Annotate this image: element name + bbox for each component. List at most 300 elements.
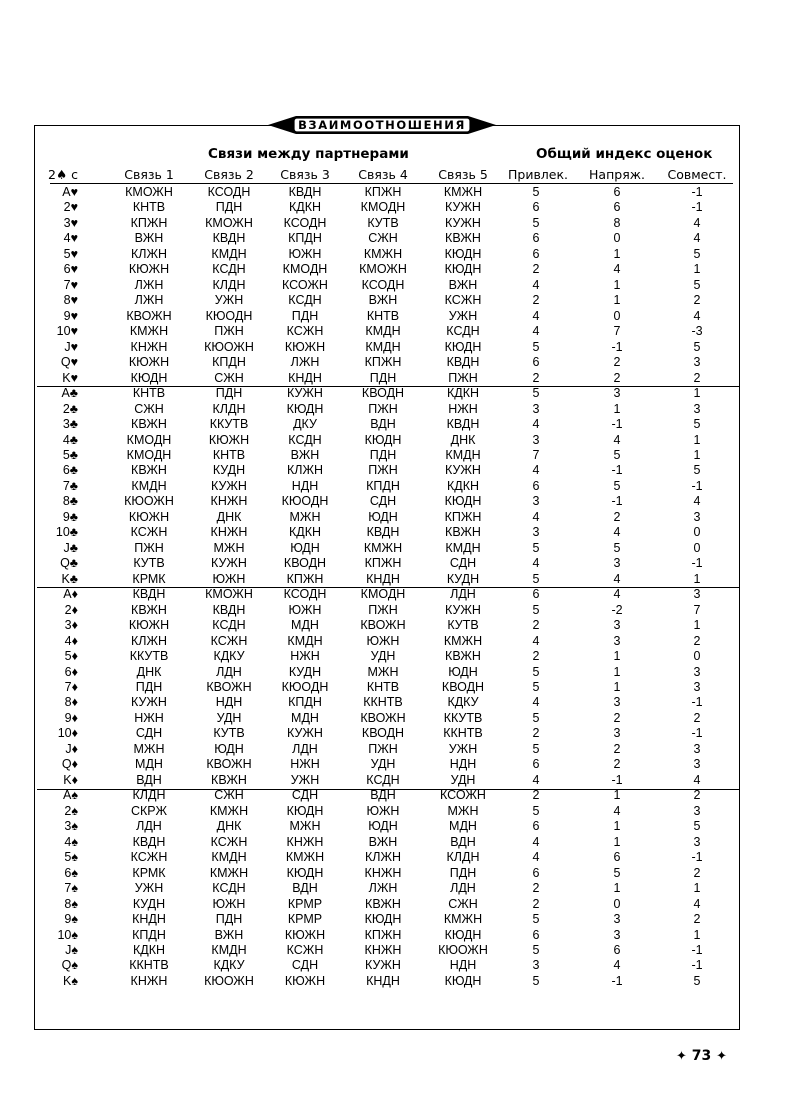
tension-cell: 4: [613, 958, 621, 973]
compatibility-cell: 3: [693, 664, 701, 679]
link-1-cell: ПЖН: [134, 540, 164, 555]
link-1-cell: КВОЖН: [126, 308, 172, 323]
link-1-cell: НЖН: [134, 710, 164, 725]
link-1-cell: СКРЖ: [130, 803, 168, 818]
link-3-cell: КЛЖН: [286, 463, 324, 478]
tension-cell: 6: [613, 200, 621, 215]
attraction-cell: 4: [532, 417, 540, 432]
table-row: [0, 278, 800, 293]
tension-cell: 2: [613, 509, 621, 524]
tension-cell: 1: [613, 881, 621, 896]
link-3-cell: КПДН: [288, 695, 322, 710]
link-2-cell: ВЖН: [214, 927, 244, 942]
table-row: [0, 293, 800, 308]
card-cell: 2♠: [64, 803, 78, 818]
tension-cell: 1: [613, 649, 621, 664]
card-cell: 2♥: [63, 200, 78, 215]
link-3-cell: СДН: [291, 788, 319, 803]
link-5-cell: КУТВ: [447, 618, 479, 633]
link-1-cell: КМОДН: [126, 447, 172, 462]
link-2-cell: КСДН: [212, 262, 246, 277]
link-3-cell: КЮДН: [286, 865, 324, 880]
card-cell: 3♦: [64, 618, 78, 633]
link-5-cell: УЖН: [448, 308, 478, 323]
link-1-cell: КПДН: [132, 927, 166, 942]
link-2-cell: КУТВ: [213, 726, 245, 741]
table-row: [0, 463, 800, 478]
card-cell: 7♥: [63, 277, 78, 292]
link-4-cell: КПЖН: [364, 185, 402, 199]
tension-cell: 4: [613, 571, 621, 586]
attraction-cell: 4: [532, 324, 540, 339]
link-1-cell: КРМК: [132, 571, 166, 586]
compatibility-cell: -1: [691, 958, 703, 973]
table-row: [0, 819, 800, 834]
attraction-cell: 4: [532, 308, 540, 323]
link-2-cell: ККУТВ: [209, 417, 249, 432]
link-5-cell: КВДН: [446, 355, 480, 370]
card-cell: 7♦: [64, 680, 78, 694]
link-3-cell: КСОДН: [283, 587, 327, 602]
table-row: [0, 773, 800, 788]
compatibility-cell: -1: [691, 200, 703, 215]
link-3-cell: ЮДН: [290, 540, 320, 555]
link-1-cell: КУЖН: [131, 695, 167, 710]
attraction-cell: 4: [532, 695, 540, 710]
compatibility-cell: 1: [693, 618, 701, 633]
link-5-cell: НДН: [449, 757, 477, 772]
tension-cell: 7: [613, 324, 621, 339]
link-5-cell: КЮДН: [444, 927, 482, 942]
link-1-cell: КПЖН: [130, 215, 168, 230]
column-header-link-2: Связь 2: [204, 167, 254, 182]
tension-cell: 2: [613, 370, 621, 385]
section-banner: [268, 115, 496, 135]
attraction-cell: 5: [532, 710, 540, 725]
link-1-cell: КЛЖН: [130, 633, 168, 648]
link-3-cell: МЖН: [289, 819, 321, 834]
compatibility-cell: -3: [691, 324, 703, 339]
attraction-cell: 3: [532, 494, 540, 509]
link-5-cell: НЖН: [448, 401, 478, 416]
attraction-cell: 5: [532, 185, 540, 199]
link-5-cell: МЖН: [447, 803, 479, 818]
attraction-cell: 5: [532, 571, 540, 586]
compatibility-cell: 5: [693, 819, 701, 834]
link-2-cell: СЖН: [214, 788, 244, 803]
link-5-cell: УЖН: [448, 741, 478, 756]
section-title: ВЗАИМООТНОШЕНИЯ: [298, 118, 466, 132]
link-2-cell: КВОЖН: [206, 757, 252, 772]
card-cell: 6♥: [63, 262, 78, 277]
link-2-cell: КУЖН: [211, 556, 247, 571]
link-3-cell: ПДН: [291, 308, 319, 323]
attraction-cell: 7: [532, 447, 540, 462]
link-4-cell: КНДН: [366, 973, 400, 988]
link-1-cell: КУТВ: [133, 556, 165, 571]
card-cell: J♦: [65, 741, 78, 756]
link-5-cell: КЮДН: [444, 262, 482, 277]
link-1-cell: КНЖН: [130, 973, 168, 988]
link-1-cell: КЮЖН: [128, 618, 170, 633]
compatibility-cell: 5: [693, 463, 701, 478]
link-2-cell: КСЖН: [210, 834, 248, 849]
link-3-cell: КУЖН: [287, 726, 323, 741]
compatibility-cell: 3: [693, 803, 701, 818]
table-row: [0, 897, 800, 912]
tension-cell: 3: [613, 927, 621, 942]
compatibility-cell: 3: [693, 355, 701, 370]
link-2-cell: КМОЖН: [205, 587, 253, 602]
card-cell: 8♥: [63, 293, 78, 308]
link-4-cell: КЛЖН: [364, 850, 402, 865]
card-cell: 5♥: [63, 246, 78, 261]
link-3-cell: НЖН: [290, 757, 320, 772]
link-2-cell: КЮОЖН: [204, 339, 254, 354]
attraction-cell: 5: [532, 386, 540, 401]
tension-cell: -1: [611, 417, 623, 432]
compatibility-cell: 4: [693, 231, 701, 246]
link-3-cell: КЮЖН: [284, 927, 326, 942]
compatibility-cell: 3: [693, 834, 701, 849]
compatibility-cell: 1: [693, 386, 701, 401]
link-4-cell: КМДН: [365, 339, 401, 354]
link-2-cell: КСЖН: [210, 633, 248, 648]
link-1-cell: КЮДН: [130, 370, 168, 385]
link-4-cell: ВДН: [370, 417, 396, 432]
link-2-cell: КЮОДН: [205, 308, 253, 323]
link-1-cell: КНТВ: [132, 200, 166, 215]
table-row: [0, 928, 800, 943]
link-4-cell: КНТВ: [366, 680, 400, 694]
relationship-table: [0, 185, 800, 989]
card-cell: K♥: [62, 370, 78, 385]
compatibility-cell: 1: [693, 881, 701, 896]
tension-cell: -1: [611, 339, 623, 354]
table-row: [0, 835, 800, 850]
link-3-cell: КВОДН: [283, 556, 327, 571]
table-row: [0, 711, 800, 726]
link-5-cell: КЮДН: [444, 494, 482, 509]
link-1-cell: ЛДН: [136, 819, 162, 834]
card-cell: Q♣: [60, 556, 78, 571]
link-5-cell: КМЖН: [443, 912, 483, 927]
index-group-heading: Общий индекс оценок: [536, 146, 713, 162]
link-2-cell: НДН: [215, 695, 243, 710]
attraction-cell: 6: [532, 355, 540, 370]
link-3-cell: СДН: [291, 958, 319, 973]
card-cell: 8♠: [64, 896, 78, 911]
compatibility-cell: 0: [693, 540, 701, 555]
link-3-cell: КМЖН: [285, 850, 325, 865]
tension-cell: 3: [613, 618, 621, 633]
attraction-cell: 2: [532, 262, 540, 277]
link-4-cell: КНДН: [366, 571, 400, 586]
link-2-cell: КУДН: [212, 463, 246, 478]
tension-cell: 5: [613, 447, 621, 462]
card-cell: 7♠: [64, 881, 78, 896]
link-1-cell: КЮЖН: [128, 355, 170, 370]
link-4-cell: ВЖН: [368, 834, 398, 849]
table-row: [0, 912, 800, 927]
link-2-cell: КВЖН: [211, 772, 247, 787]
link-1-cell: КВДН: [132, 834, 166, 849]
tension-cell: 2: [613, 757, 621, 772]
compatibility-cell: -1: [691, 726, 703, 741]
link-1-cell: КМОДН: [126, 432, 172, 447]
page-footer: [676, 1048, 727, 1064]
compatibility-cell: 4: [693, 772, 701, 787]
attraction-cell: 5: [532, 803, 540, 818]
link-5-cell: КВДН: [446, 417, 480, 432]
link-5-cell: КЮОЖН: [438, 942, 488, 957]
link-1-cell: МЖН: [133, 741, 165, 756]
card-cell: A♣: [61, 386, 78, 401]
link-3-cell: МДН: [291, 710, 319, 725]
attraction-cell: 4: [532, 834, 540, 849]
attraction-cell: 2: [532, 881, 540, 896]
link-1-cell: КЛДН: [132, 788, 166, 803]
attraction-cell: 3: [532, 401, 540, 416]
tension-cell: 4: [613, 525, 621, 540]
table-row: [0, 185, 800, 200]
link-1-cell: КРМК: [132, 865, 166, 880]
link-1-cell: ВДН: [136, 772, 162, 787]
card-cell: 4♥: [63, 231, 78, 246]
link-2-cell: КМЖН: [209, 803, 249, 818]
card-cell: 8♣: [62, 494, 78, 509]
link-3-cell: КСОЖН: [282, 277, 328, 292]
link-4-cell: КМОДН: [360, 587, 406, 602]
link-1-cell: КНДН: [132, 912, 166, 927]
table-row: [0, 479, 800, 494]
tension-cell: 4: [613, 432, 621, 447]
attraction-cell: 4: [532, 509, 540, 524]
attraction-cell: 5: [532, 540, 540, 555]
table-row: [0, 742, 800, 757]
table-row: [0, 680, 800, 695]
card-cell: Q♠: [61, 958, 78, 973]
tension-cell: 6: [613, 185, 621, 199]
tension-cell: 1: [613, 401, 621, 416]
table-row: [0, 417, 800, 432]
table-row: [0, 494, 800, 509]
table-row: [0, 881, 800, 896]
tension-cell: 3: [613, 633, 621, 648]
card-cell: A♦: [63, 587, 78, 602]
attraction-cell: 2: [532, 788, 540, 803]
link-4-cell: КУТВ: [367, 215, 399, 230]
table-row: [0, 603, 800, 618]
link-5-cell: КЮДН: [444, 246, 482, 261]
link-3-cell: КДКН: [288, 525, 322, 540]
attraction-cell: 5: [532, 973, 540, 988]
table-row: [0, 340, 800, 355]
link-5-cell: УДН: [450, 772, 476, 787]
column-header-link-5: Связь 5: [438, 167, 488, 182]
card-cell: A♠: [63, 788, 78, 803]
card-cell: 10♠: [57, 927, 78, 942]
attraction-cell: 6: [532, 757, 540, 772]
table-row: [0, 355, 800, 370]
link-3-cell: КЮДН: [286, 803, 324, 818]
table-row: [0, 262, 800, 277]
card-cell: J♥: [64, 339, 78, 354]
card-cell: J♠: [65, 942, 78, 957]
column-header-compatibility: Совмест.: [667, 167, 727, 182]
link-5-cell: КМЖН: [443, 185, 483, 199]
compatibility-cell: 3: [693, 757, 701, 772]
link-4-cell: КВОДН: [361, 386, 405, 401]
link-4-cell: КМДН: [365, 324, 401, 339]
tension-cell: 1: [613, 680, 621, 694]
compatibility-cell: 5: [693, 973, 701, 988]
link-4-cell: КСДН: [366, 772, 400, 787]
link-1-cell: КСЖН: [130, 850, 168, 865]
table-row: [0, 200, 800, 215]
card-cell: 2♣: [62, 401, 78, 416]
attraction-cell: 2: [532, 370, 540, 385]
link-3-cell: НЖН: [290, 649, 320, 664]
card-cell: 10♥: [56, 324, 78, 339]
link-1-cell: МДН: [135, 757, 163, 772]
link-5-cell: ЛДН: [450, 587, 476, 602]
attraction-cell: 2: [532, 896, 540, 911]
link-4-cell: КМОДН: [360, 200, 406, 215]
link-4-cell: КПЖН: [364, 556, 402, 571]
card-cell: 9♦: [64, 710, 78, 725]
compatibility-cell: 1: [693, 262, 701, 277]
link-3-cell: КСОДН: [283, 215, 327, 230]
link-1-cell: ККУТВ: [129, 649, 169, 664]
card-cell: 3♠: [64, 819, 78, 834]
card-cell: 4♣: [62, 432, 78, 447]
link-5-cell: КСОЖН: [440, 788, 486, 803]
table-row: [0, 402, 800, 417]
attraction-cell: 6: [532, 927, 540, 942]
link-3-cell: ЮЖН: [288, 602, 322, 617]
tension-cell: 0: [613, 308, 621, 323]
link-2-cell: КМОЖН: [205, 215, 253, 230]
link-5-cell: КВОДН: [441, 680, 485, 694]
column-header-tension: Напряж.: [589, 167, 645, 182]
attraction-cell: 6: [532, 865, 540, 880]
compatibility-cell: 2: [693, 293, 701, 308]
attraction-cell: 5: [532, 602, 540, 617]
card-cell: 4♠: [64, 834, 78, 849]
diamond-ornament-icon: ✦: [716, 1049, 728, 1064]
attraction-cell: 3: [532, 432, 540, 447]
compatibility-cell: 3: [693, 741, 701, 756]
attraction-cell: 5: [532, 912, 540, 927]
link-1-cell: КВДН: [132, 587, 166, 602]
compatibility-cell: 0: [693, 525, 701, 540]
link-4-cell: ПЖН: [368, 741, 398, 756]
link-5-cell: ВДН: [450, 834, 476, 849]
link-4-cell: ПЖН: [368, 602, 398, 617]
link-3-cell: КСДН: [288, 432, 322, 447]
link-3-cell: КСЖН: [286, 324, 324, 339]
tension-cell: -1: [611, 772, 623, 787]
table-row: [0, 866, 800, 881]
link-4-cell: КПДН: [366, 478, 400, 493]
link-3-cell: КПЖН: [286, 571, 324, 586]
compatibility-cell: 2: [693, 865, 701, 880]
compatibility-cell: 4: [693, 308, 701, 323]
table-row: [0, 634, 800, 649]
attraction-cell: 4: [532, 463, 540, 478]
compatibility-cell: 2: [693, 370, 701, 385]
link-2-cell: КСДН: [212, 881, 246, 896]
compatibility-cell: -1: [691, 185, 703, 199]
link-5-cell: КУЖН: [445, 200, 481, 215]
link-5-cell: КВЖН: [445, 649, 481, 664]
link-2-cell: КСОДН: [207, 185, 251, 199]
link-4-cell: ПДН: [369, 370, 397, 385]
link-2-cell: КЛДН: [212, 401, 246, 416]
compatibility-cell: 3: [693, 401, 701, 416]
tension-cell: 8: [613, 215, 621, 230]
attraction-cell: 5: [532, 664, 540, 679]
compatibility-cell: 0: [693, 649, 701, 664]
link-2-cell: КДКУ: [213, 649, 245, 664]
card-cell: 3♣: [62, 417, 78, 432]
link-4-cell: КПЖН: [364, 355, 402, 370]
compatibility-cell: 2: [693, 912, 701, 927]
compatibility-cell: 7: [693, 602, 701, 617]
compatibility-cell: -1: [691, 478, 703, 493]
link-3-cell: КНДН: [288, 370, 322, 385]
link-2-cell: КДКУ: [213, 958, 245, 973]
attraction-cell: 5: [532, 680, 540, 694]
link-5-cell: КВЖН: [445, 525, 481, 540]
attraction-cell: 6: [532, 587, 540, 602]
compatibility-cell: 1: [693, 571, 701, 586]
link-2-cell: ДНК: [216, 819, 242, 834]
table-row: [0, 309, 800, 324]
link-1-cell: КВЖН: [131, 417, 167, 432]
link-4-cell: ЮДН: [368, 509, 398, 524]
card-cell: 2♦: [64, 602, 78, 617]
link-2-cell: КЮОЖН: [204, 973, 254, 988]
attraction-cell: 2: [532, 649, 540, 664]
link-4-cell: КЮДН: [364, 912, 402, 927]
compatibility-cell: 4: [693, 215, 701, 230]
table-row: [0, 757, 800, 772]
link-2-cell: КМДН: [211, 246, 247, 261]
attraction-cell: 6: [532, 200, 540, 215]
link-5-cell: КВЖН: [445, 231, 481, 246]
link-5-cell: КЛДН: [446, 850, 480, 865]
links-group-heading: Связи между партнерами: [208, 146, 409, 162]
link-4-cell: ЮЖН: [366, 803, 400, 818]
table-row: [0, 618, 800, 633]
link-5-cell: ВЖН: [448, 277, 478, 292]
link-5-cell: КЮДН: [444, 339, 482, 354]
card-cell: A♥: [62, 185, 78, 199]
table-row: [0, 850, 800, 865]
attraction-cell: 5: [532, 942, 540, 957]
table-row: [0, 665, 800, 680]
link-4-cell: МЖН: [367, 664, 399, 679]
compatibility-cell: 3: [693, 509, 701, 524]
link-1-cell: СДН: [135, 726, 163, 741]
link-5-cell: КМЖН: [443, 633, 483, 648]
tension-cell: 1: [613, 246, 621, 261]
attraction-cell: 5: [532, 741, 540, 756]
link-2-cell: КУЖН: [211, 478, 247, 493]
link-4-cell: КНЖН: [364, 865, 402, 880]
